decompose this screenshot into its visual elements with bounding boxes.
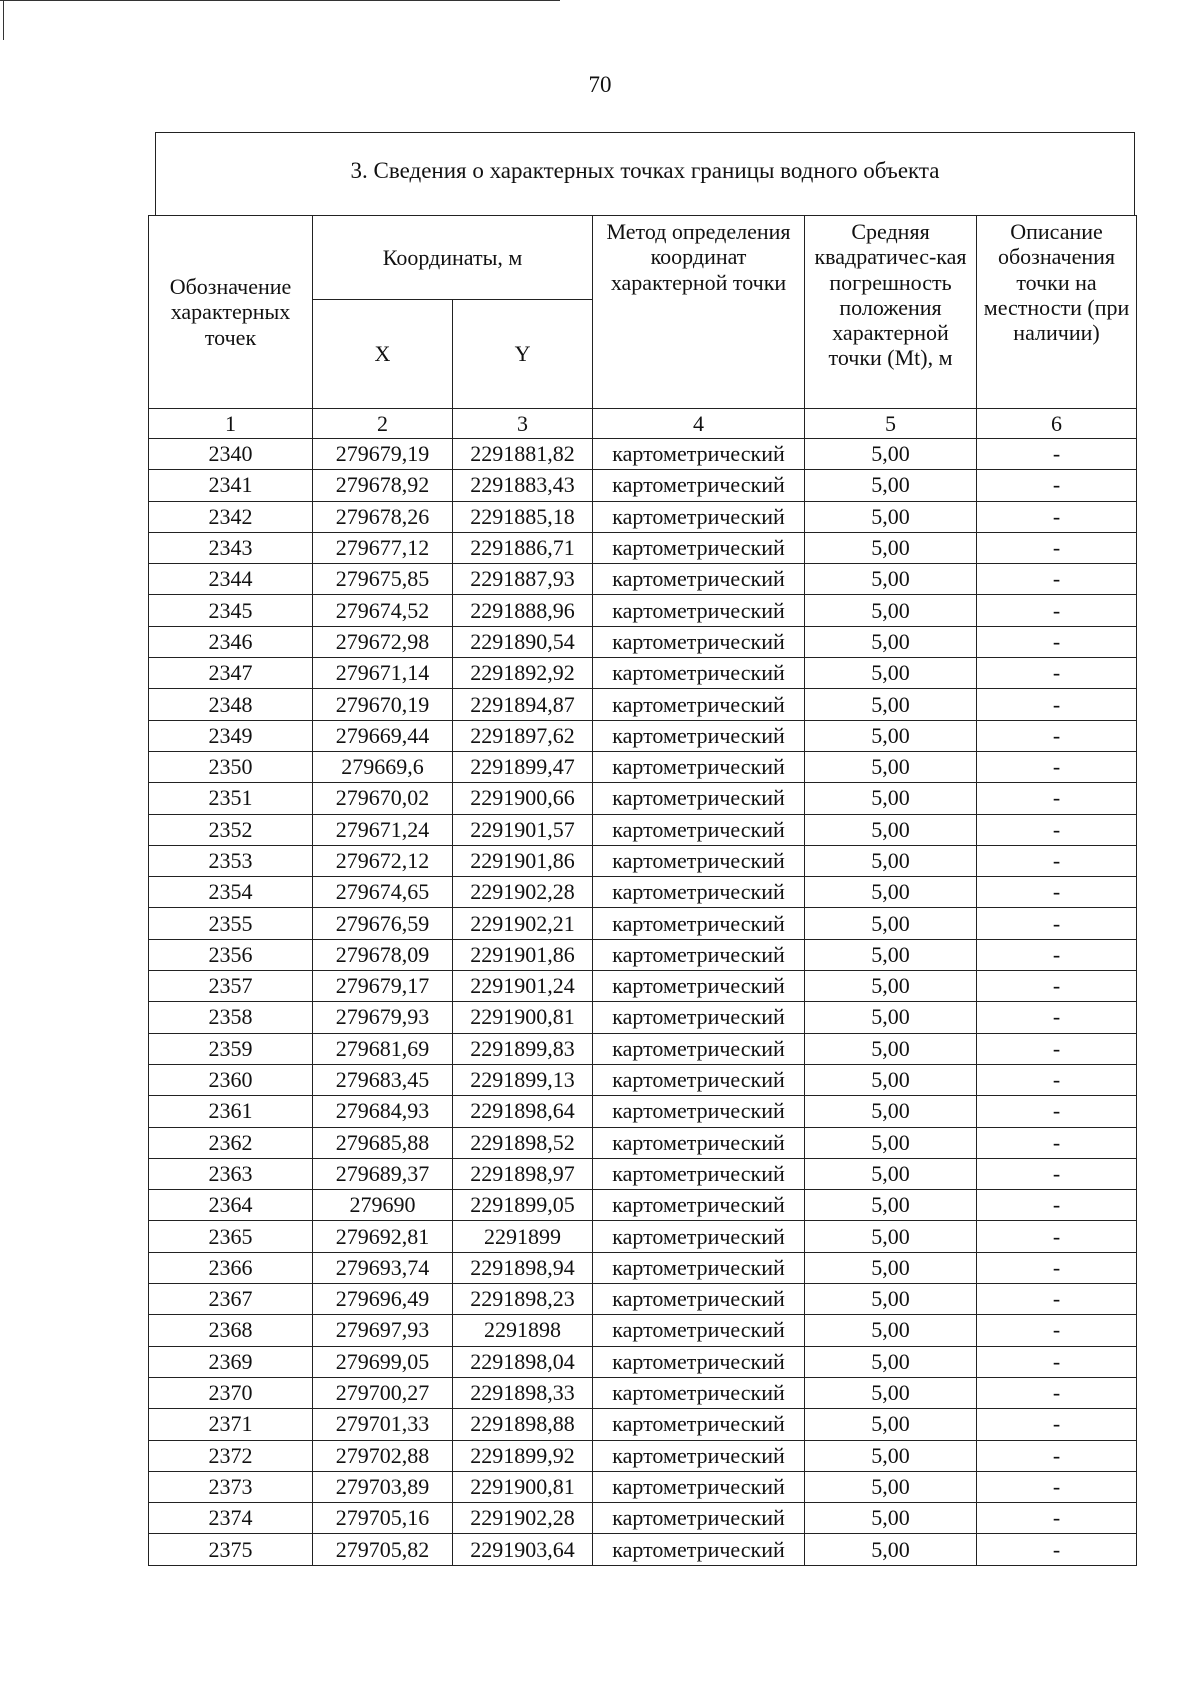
description-cell: - [977,783,1137,814]
coord-x-cell: 279703,89 [313,1471,453,1502]
coord-y-cell: 2291898,97 [453,1158,593,1189]
table-row [149,1064,1137,1095]
coord-x-cell: 279669,6 [313,751,453,782]
method-cell: картометрический [593,814,805,845]
point-id-cell: 2370 [149,1377,313,1408]
point-id-cell: 2343 [149,532,313,563]
point-id-cell: 2368 [149,1315,313,1346]
method-cell: картометрический [593,658,805,689]
table-row [149,689,1137,720]
coord-y-cell: 2291902,28 [453,877,593,908]
description-cell: - [977,1284,1137,1315]
table-row [149,626,1137,657]
coord-x-cell: 279674,52 [313,595,453,626]
table-row [149,595,1137,626]
description-cell: - [977,1064,1137,1095]
description-cell: - [977,439,1137,470]
mean-error-cell: 5,00 [805,595,977,626]
table-row [149,1440,1137,1471]
description-cell: - [977,658,1137,689]
mean-error-cell: 5,00 [805,689,977,720]
mean-error-cell: 5,00 [805,1534,977,1565]
method-cell: картометрический [593,1127,805,1158]
table-row [149,1471,1137,1502]
point-id-cell: 2375 [149,1534,313,1565]
coord-x-cell: 279679,93 [313,1002,453,1033]
mean-error-cell: 5,00 [805,1503,977,1534]
method-cell: картометрический [593,1221,805,1252]
coord-y-cell: 2291900,66 [453,783,593,814]
coord-x-cell: 279670,02 [313,783,453,814]
coord-x-cell: 279683,45 [313,1064,453,1095]
coord-x-cell: 279696,49 [313,1284,453,1315]
coord-x-cell: 279669,44 [313,720,453,751]
description-cell: - [977,751,1137,782]
table-row [149,1377,1137,1408]
table-row [149,1534,1137,1565]
coord-y-cell: 2291885,18 [453,501,593,532]
mean-error-cell: 5,00 [805,845,977,876]
coord-y-cell: 2291902,28 [453,1503,593,1534]
description-cell: - [977,1440,1137,1471]
point-id-cell: 2354 [149,877,313,908]
coord-y-cell: 2291892,92 [453,658,593,689]
coord-x-cell: 279690 [313,1190,453,1221]
mean-error-cell: 5,00 [805,1221,977,1252]
column-number-row [149,409,1137,439]
column-number: 5 [805,409,977,439]
table-row [149,1002,1137,1033]
coord-y-cell: 2291881,82 [453,439,593,470]
coord-y-cell: 2291899,47 [453,751,593,782]
method-cell: картометрический [593,720,805,751]
table-row [149,1284,1137,1315]
table-row [149,1315,1137,1346]
point-id-cell: 2348 [149,689,313,720]
coord-y-cell: 2291898,04 [453,1346,593,1377]
method-cell: картометрический [593,1096,805,1127]
description-cell: - [977,501,1137,532]
column-number: 4 [593,409,805,439]
description-cell: - [977,1346,1137,1377]
coord-y-cell: 2291899,92 [453,1440,593,1471]
mean-error-cell: 5,00 [805,908,977,939]
mean-error-cell: 5,00 [805,658,977,689]
description-cell: - [977,814,1137,845]
table-row [149,751,1137,782]
method-cell: картометрический [593,626,805,657]
mean-error-cell: 5,00 [805,939,977,970]
method-cell: картометрический [593,845,805,876]
coord-x-cell: 279705,16 [313,1503,453,1534]
table-row [149,783,1137,814]
table-row [149,658,1137,689]
point-id-cell: 2342 [149,501,313,532]
description-cell: - [977,1002,1137,1033]
coord-x-cell: 279705,82 [313,1534,453,1565]
mean-error-cell: 5,00 [805,1158,977,1189]
mean-error-cell: 5,00 [805,501,977,532]
description-cell: - [977,1377,1137,1408]
description-cell: - [977,470,1137,501]
method-cell: картометрический [593,1440,805,1471]
point-id-cell: 2363 [149,1158,313,1189]
header-point-designation: Обозначение характерных точек [149,216,313,409]
mean-error-cell: 5,00 [805,532,977,563]
method-cell: картометрический [593,1377,805,1408]
method-cell: картометрический [593,439,805,470]
point-id-cell: 2355 [149,908,313,939]
point-id-cell: 2349 [149,720,313,751]
coord-x-cell: 279671,24 [313,814,453,845]
method-cell: картометрический [593,1033,805,1064]
point-id-cell: 2341 [149,470,313,501]
method-cell: картометрический [593,939,805,970]
point-id-cell: 2372 [149,1440,313,1471]
header-x: X [313,300,453,409]
description-cell: - [977,595,1137,626]
coord-y-cell: 2291901,57 [453,814,593,845]
mean-error-cell: 5,00 [805,1127,977,1158]
table-row [149,1096,1137,1127]
coord-y-cell: 2291897,62 [453,720,593,751]
column-number: 6 [977,409,1137,439]
table-row [149,720,1137,751]
coord-x-cell: 279672,98 [313,626,453,657]
description-cell: - [977,1190,1137,1221]
coord-x-cell: 279689,37 [313,1158,453,1189]
coord-y-cell: 2291899,13 [453,1064,593,1095]
mean-error-cell: 5,00 [805,1096,977,1127]
coord-x-cell: 279697,93 [313,1315,453,1346]
mean-error-cell: 5,00 [805,1064,977,1095]
header-mean-error: Средняя квадратичес-кая погрешность положения характерной точки (Mt), м [805,216,977,409]
point-id-cell: 2367 [149,1284,313,1315]
point-id-cell: 2365 [149,1221,313,1252]
mean-error-cell: 5,00 [805,783,977,814]
coord-x-cell: 279699,05 [313,1346,453,1377]
method-cell: картометрический [593,1471,805,1502]
coord-y-cell: 2291899,05 [453,1190,593,1221]
table-row [149,845,1137,876]
description-cell: - [977,532,1137,563]
coord-y-cell: 2291886,71 [453,532,593,563]
header-y: Y [453,300,593,409]
method-cell: картометрический [593,1534,805,1565]
description-cell: - [977,1503,1137,1534]
section-title: 3. Сведения о характерных точках границы водного объекта [350,158,940,183]
method-cell: картометрический [593,564,805,595]
method-cell: картометрический [593,1064,805,1095]
method-cell: картометрический [593,1284,805,1315]
description-cell: - [977,689,1137,720]
coord-y-cell: 2291887,93 [453,564,593,595]
mean-error-cell: 5,00 [805,720,977,751]
point-id-cell: 2356 [149,939,313,970]
points-table-body [149,439,1137,1566]
table-row [149,877,1137,908]
description-cell: - [977,845,1137,876]
point-id-cell: 2345 [149,595,313,626]
table-row [149,532,1137,563]
description-cell: - [977,939,1137,970]
method-cell: картометрический [593,532,805,563]
coord-x-cell: 279692,81 [313,1221,453,1252]
mean-error-cell: 5,00 [805,1190,977,1221]
table-row [149,814,1137,845]
mean-error-cell: 5,00 [805,1252,977,1283]
coord-y-cell: 2291899 [453,1221,593,1252]
scan-side-rule [3,0,4,40]
coord-x-cell: 279672,12 [313,845,453,876]
coord-y-cell: 2291898,94 [453,1252,593,1283]
mean-error-cell: 5,00 [805,1471,977,1502]
coord-x-cell: 279671,14 [313,658,453,689]
mean-error-cell: 5,00 [805,626,977,657]
description-cell: - [977,626,1137,657]
mean-error-cell: 5,00 [805,1346,977,1377]
method-cell: картометрический [593,1252,805,1283]
mean-error-cell: 5,00 [805,439,977,470]
point-id-cell: 2352 [149,814,313,845]
table-row [149,470,1137,501]
coord-x-cell: 279670,19 [313,689,453,720]
coord-x-cell: 279685,88 [313,1127,453,1158]
table-row [149,1158,1137,1189]
column-number: 2 [313,409,453,439]
mean-error-cell: 5,00 [805,1315,977,1346]
point-id-cell: 2353 [149,845,313,876]
table-row [149,501,1137,532]
mean-error-cell: 5,00 [805,877,977,908]
coord-y-cell: 2291898 [453,1315,593,1346]
header-method: Метод определения координат характерной точки [593,216,805,409]
point-id-cell: 2373 [149,1471,313,1502]
point-id-cell: 2374 [149,1503,313,1534]
table-row [149,1221,1137,1252]
method-cell: картометрический [593,908,805,939]
point-id-cell: 2357 [149,971,313,1002]
mean-error-cell: 5,00 [805,971,977,1002]
coord-x-cell: 279676,59 [313,908,453,939]
coord-y-cell: 2291898,23 [453,1284,593,1315]
point-id-cell: 2346 [149,626,313,657]
point-id-cell: 2351 [149,783,313,814]
point-id-cell: 2371 [149,1409,313,1440]
method-cell: картометрический [593,470,805,501]
point-id-cell: 2369 [149,1346,313,1377]
column-number: 3 [453,409,593,439]
mean-error-cell: 5,00 [805,470,977,501]
coord-y-cell: 2291900,81 [453,1471,593,1502]
point-id-cell: 2366 [149,1252,313,1283]
point-id-cell: 2359 [149,1033,313,1064]
coord-x-cell: 279681,69 [313,1033,453,1064]
description-cell: - [977,1252,1137,1283]
description-cell: - [977,971,1137,1002]
mean-error-cell: 5,00 [805,1409,977,1440]
coord-x-cell: 279700,27 [313,1377,453,1408]
coord-x-cell: 279684,93 [313,1096,453,1127]
method-cell: картометрический [593,1002,805,1033]
mean-error-cell: 5,00 [805,1002,977,1033]
coord-y-cell: 2291900,81 [453,1002,593,1033]
coord-x-cell: 279678,26 [313,501,453,532]
page-number: 70 [588,72,612,97]
table-row [149,908,1137,939]
coord-y-cell: 2291894,87 [453,689,593,720]
coord-y-cell: 2291883,43 [453,470,593,501]
coord-y-cell: 2291888,96 [453,595,593,626]
table-row [149,1033,1137,1064]
description-cell: - [977,1158,1137,1189]
point-id-cell: 2350 [149,751,313,782]
coord-y-cell: 2291898,52 [453,1127,593,1158]
point-id-cell: 2364 [149,1190,313,1221]
coord-x-cell: 279679,17 [313,971,453,1002]
description-cell: - [977,1221,1137,1252]
method-cell: картометрический [593,1315,805,1346]
mean-error-cell: 5,00 [805,1377,977,1408]
point-id-cell: 2361 [149,1096,313,1127]
table-row [149,971,1137,1002]
point-id-cell: 2340 [149,439,313,470]
method-cell: картометрический [593,751,805,782]
description-cell: - [977,1127,1137,1158]
table-row [149,1503,1137,1534]
coord-y-cell: 2291899,83 [453,1033,593,1064]
mean-error-cell: 5,00 [805,751,977,782]
table-row [149,1409,1137,1440]
description-cell: - [977,1534,1137,1565]
boundary-points-table [148,215,1137,1566]
column-number: 1 [149,409,313,439]
point-id-cell: 2344 [149,564,313,595]
table-row [149,1346,1137,1377]
method-cell: картометрический [593,783,805,814]
method-cell: картометрический [593,1503,805,1534]
description-cell: - [977,908,1137,939]
coord-y-cell: 2291898,64 [453,1096,593,1127]
coord-y-cell: 2291902,21 [453,908,593,939]
table-row [149,939,1137,970]
coord-x-cell: 279693,74 [313,1252,453,1283]
description-cell: - [977,1471,1137,1502]
description-cell: - [977,1315,1137,1346]
method-cell: картометрический [593,1409,805,1440]
table-row [149,1252,1137,1283]
coord-y-cell: 2291901,86 [453,845,593,876]
table-row [149,439,1137,470]
coord-y-cell: 2291901,24 [453,971,593,1002]
table-row [149,1190,1137,1221]
coord-y-cell: 2291898,33 [453,1377,593,1408]
method-cell: картометрический [593,595,805,626]
method-cell: картометрический [593,689,805,720]
coord-x-cell: 279678,92 [313,470,453,501]
mean-error-cell: 5,00 [805,1033,977,1064]
method-cell: картометрический [593,1346,805,1377]
point-id-cell: 2347 [149,658,313,689]
description-cell: - [977,1096,1137,1127]
point-id-cell: 2360 [149,1064,313,1095]
coord-x-cell: 279702,88 [313,1440,453,1471]
mean-error-cell: 5,00 [805,814,977,845]
header-coordinates: Координаты, м [313,216,593,300]
coord-x-cell: 279677,12 [313,532,453,563]
mean-error-cell: 5,00 [805,1440,977,1471]
point-id-cell: 2362 [149,1127,313,1158]
coord-x-cell: 279675,85 [313,564,453,595]
method-cell: картометрический [593,971,805,1002]
description-cell: - [977,564,1137,595]
coord-x-cell: 279701,33 [313,1409,453,1440]
description-cell: - [977,720,1137,751]
description-cell: - [977,1409,1137,1440]
point-id-cell: 2358 [149,1002,313,1033]
table-row [149,564,1137,595]
description-cell: - [977,1033,1137,1064]
coord-x-cell: 279674,65 [313,877,453,908]
table-row [149,1127,1137,1158]
method-cell: картометрический [593,501,805,532]
method-cell: картометрический [593,1190,805,1221]
coord-x-cell: 279679,19 [313,439,453,470]
scan-top-rule [0,0,560,1]
header-description: Описание обозначения точки на местности (при наличии) [977,216,1137,409]
method-cell: картометрический [593,877,805,908]
coord-y-cell: 2291903,64 [453,1534,593,1565]
coord-y-cell: 2291901,86 [453,939,593,970]
coord-y-cell: 2291890,54 [453,626,593,657]
mean-error-cell: 5,00 [805,564,977,595]
description-cell: - [977,877,1137,908]
coord-x-cell: 279678,09 [313,939,453,970]
method-cell: картометрический [593,1158,805,1189]
coord-y-cell: 2291898,88 [453,1409,593,1440]
mean-error-cell: 5,00 [805,1284,977,1315]
